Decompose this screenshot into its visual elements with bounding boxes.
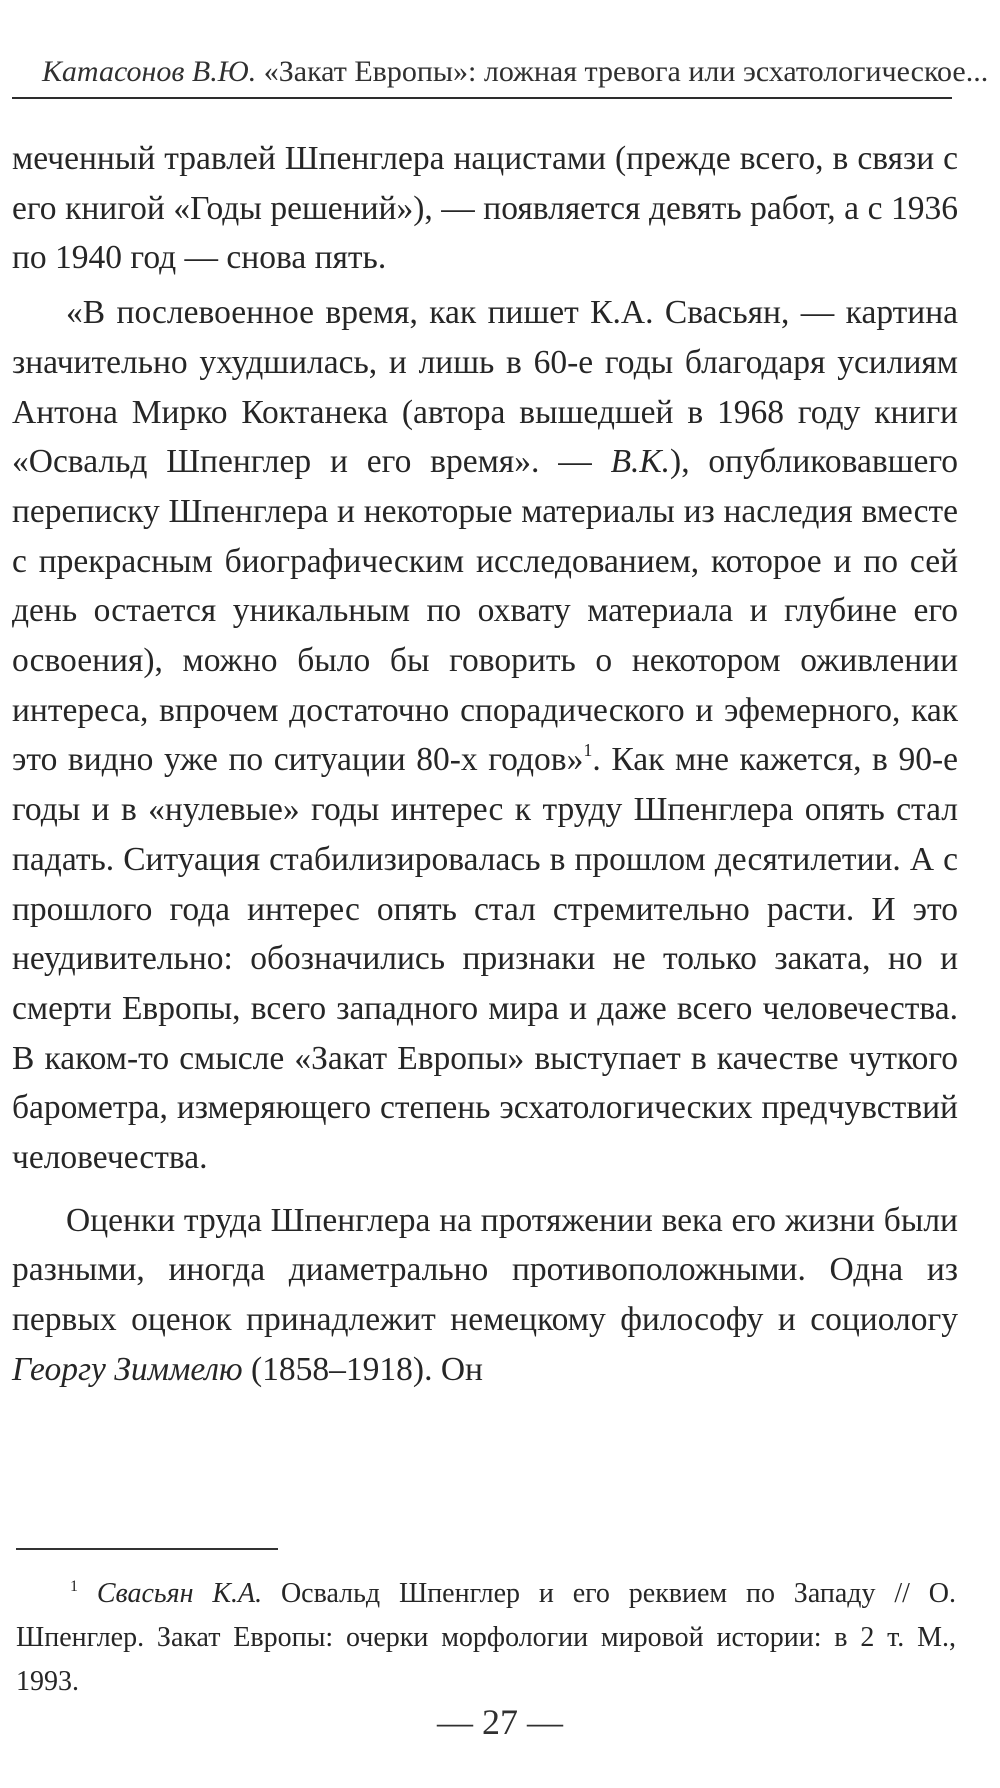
paragraph-2-text-a: «В послевоенное время, как пишет К.А. Свасьян, — картина значительно ухудшилась, и лишь в 60-е годы благодаря усилиям Антона Мирко Коктанека (автора вышедшей в 1968 году книги «Освальд Шпенглер и его время». —: [12, 294, 958, 481]
paragraph-2: [12, 288, 958, 1183]
footnote-author: Свасьян К.А.: [96, 1578, 263, 1609]
paragraph-2-text-c: . Как мне кажется, в 90-е годы и в «нулевые» годы интерес к труду Шпенглера опять стал падать. Ситуация стабилизировалась в прошлом десятилетии. А с прошлого года интерес опять стал стремительно расти. И это неудивительно: обозначились признаки не только заката, но и смерти Европы, всего западного мира и даже всего человечества. В каком-то смысле «Закат Европы» выступает в качестве чуткого барометра, измеряющего степень эсхатологических предчувствий человечества.: [12, 741, 958, 1177]
main-text: [12, 134, 958, 1395]
running-head-title: «Закат Европы»: ложная тревога или эсхатологическое...: [263, 55, 989, 88]
footnote-text: Освальд Шпенглер и его реквием по Западу // О. Шпенглер. Закат Европы: очерки морфологии мировой истории: в 2 т. М., 1993.: [16, 1578, 957, 1697]
person-name: Георгу Зиммелю: [12, 1350, 243, 1388]
running-head: [42, 52, 989, 92]
footnote-marker: 1: [70, 1578, 78, 1595]
paragraph-1: [12, 134, 958, 283]
running-head-author: Катасонов В.Ю.: [42, 55, 257, 88]
paragraph-3-text-b: (1858–1918). Он: [242, 1350, 483, 1388]
paragraph-3-text-a: Оценки труда Шпенглера на протяжении века его жизни были разными, иногда диаметрально противоположными. Одна из первых оценок принадлежит немецкому философу и социологу: [12, 1201, 958, 1339]
editor-initials: В.К.: [610, 443, 671, 481]
footnote-reference[interactable]: 1: [583, 740, 593, 761]
paragraph-2-text-b: ), опубликовавшего переписку Шпенглера и некоторые материалы из наследия вместе с прекрасным биографическим исследованием, которое и по сей день остается уникальным по охвату материала и глубине его освоения), можно было бы говорить о некотором оживлении интереса, впрочем достаточно спорадического и эфемерного, как это видно уже по ситуации 80-х годов»: [12, 443, 958, 779]
paragraph-1-text: меченный травлей Шпенглера нацистами (прежде всего, в связи с его книгой «Годы решений»), — появляется девять работ, а с 1936 по 1940 год — снова пять.: [12, 140, 958, 277]
page-number: — 27 —: [437, 1702, 563, 1742]
footnote: [16, 1572, 956, 1704]
header-rule: [12, 97, 952, 99]
footnote-rule: [16, 1548, 278, 1550]
paragraph-3: [12, 1196, 958, 1395]
